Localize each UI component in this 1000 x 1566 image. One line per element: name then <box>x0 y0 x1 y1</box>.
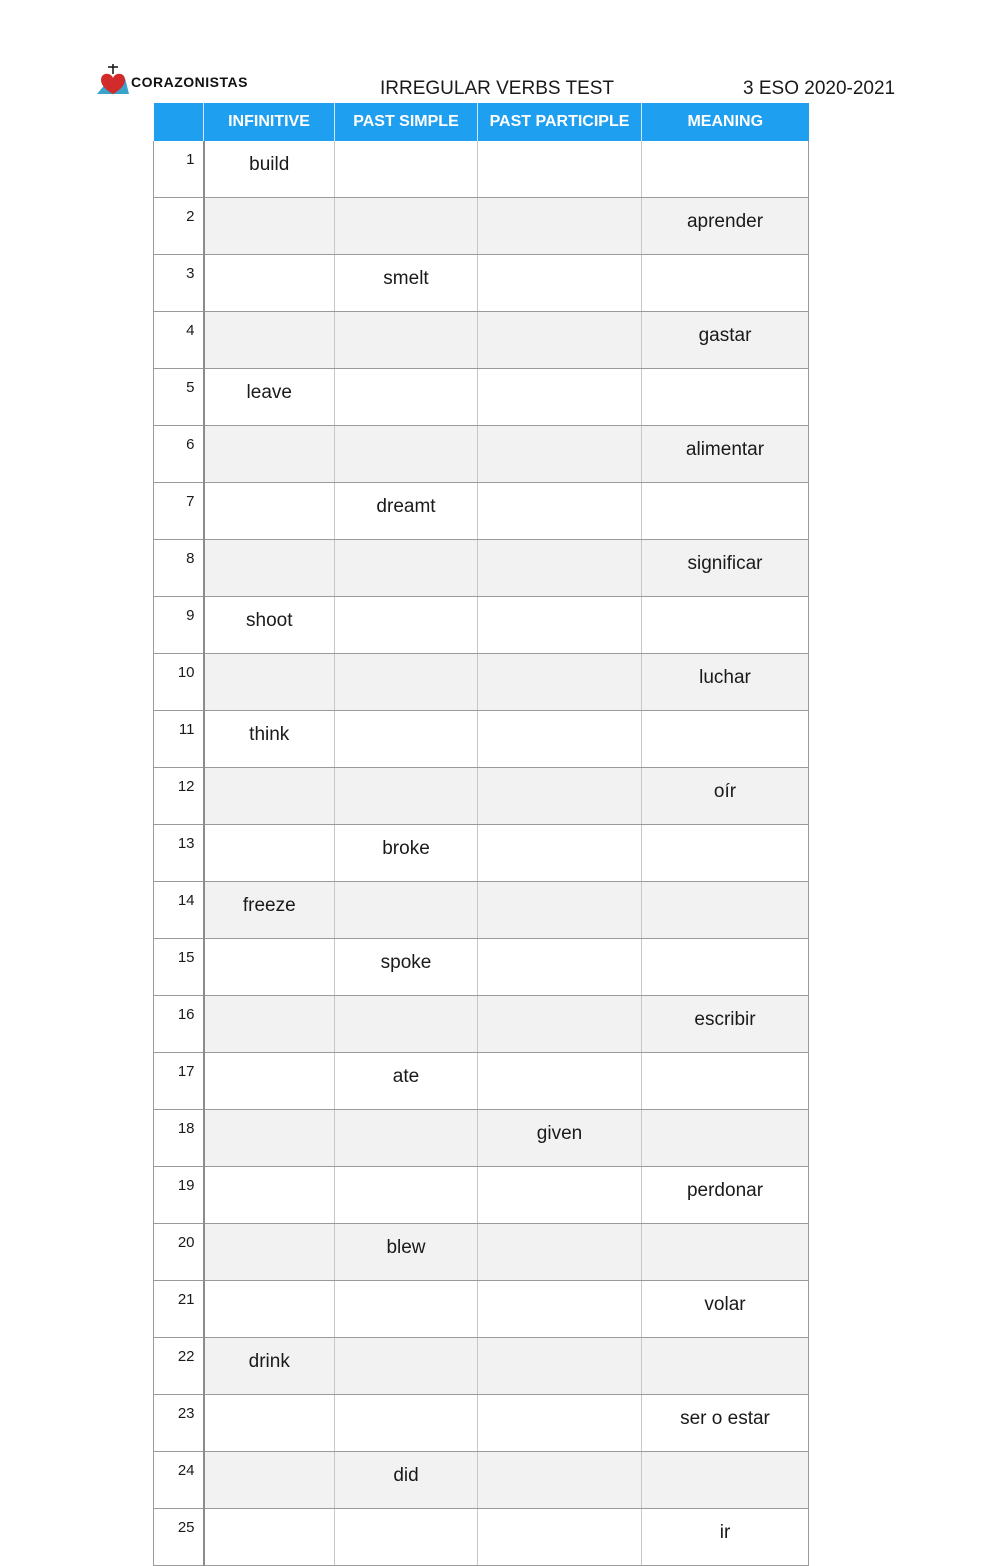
meaning-cell: volar <box>642 1281 809 1338</box>
meaning-cell[interactable] <box>642 1224 809 1281</box>
infinitive-cell[interactable] <box>204 1110 335 1167</box>
infinitive-cell: build <box>204 141 335 198</box>
table-row <box>154 198 809 255</box>
column-header-number <box>154 103 204 141</box>
past-participle-cell[interactable] <box>478 711 642 768</box>
meaning-cell[interactable] <box>642 1110 809 1167</box>
past-simple-cell[interactable] <box>335 369 478 426</box>
infinitive-cell[interactable] <box>204 255 335 312</box>
table-row <box>154 426 809 483</box>
table-row <box>154 939 809 996</box>
past-simple-cell[interactable] <box>335 597 478 654</box>
row-number: 15 <box>154 939 204 996</box>
past-simple-cell: broke <box>335 825 478 882</box>
meaning-cell: escribir <box>642 996 809 1053</box>
row-number: 11 <box>154 711 204 768</box>
row-number: 8 <box>154 540 204 597</box>
table-row <box>154 1509 809 1566</box>
infinitive-cell[interactable] <box>204 1509 335 1566</box>
meaning-cell[interactable] <box>642 1053 809 1110</box>
row-number: 9 <box>154 597 204 654</box>
table-row <box>154 1281 809 1338</box>
meaning-cell[interactable] <box>642 141 809 198</box>
column-header-infinitive: INFINITIVE <box>204 103 335 141</box>
past-simple-cell[interactable] <box>335 1167 478 1224</box>
past-simple-cell[interactable] <box>335 1110 478 1167</box>
past-participle-cell[interactable] <box>478 369 642 426</box>
row-number: 1 <box>154 141 204 198</box>
past-simple-cell[interactable] <box>335 768 478 825</box>
row-number: 10 <box>154 654 204 711</box>
column-header-past-participle: PAST PARTICIPLE <box>478 103 642 141</box>
infinitive-cell[interactable] <box>204 1053 335 1110</box>
table-row <box>154 882 809 939</box>
past-simple-cell[interactable] <box>335 426 478 483</box>
past-simple-cell[interactable] <box>335 654 478 711</box>
table-header-row <box>154 103 809 141</box>
table-row <box>154 597 809 654</box>
row-number: 16 <box>154 996 204 1053</box>
row-number: 21 <box>154 1281 204 1338</box>
row-number: 12 <box>154 768 204 825</box>
table-row <box>154 369 809 426</box>
meaning-cell: alimentar <box>642 426 809 483</box>
table-row <box>154 1053 809 1110</box>
meaning-cell: ir <box>642 1509 809 1566</box>
row-number: 19 <box>154 1167 204 1224</box>
meaning-cell[interactable] <box>642 1452 809 1509</box>
table-row <box>154 1167 809 1224</box>
row-number: 2 <box>154 198 204 255</box>
row-number: 4 <box>154 312 204 369</box>
past-simple-cell[interactable] <box>335 1281 478 1338</box>
past-participle-cell[interactable] <box>478 1452 642 1509</box>
past-participle-cell[interactable] <box>478 1281 642 1338</box>
past-simple-cell: ate <box>335 1053 478 1110</box>
past-participle-cell[interactable] <box>478 768 642 825</box>
table-row <box>154 540 809 597</box>
past-simple-cell: dreamt <box>335 483 478 540</box>
meaning-cell[interactable] <box>642 597 809 654</box>
meaning-cell[interactable] <box>642 939 809 996</box>
table-row <box>154 255 809 312</box>
meaning-cell: aprender <box>642 198 809 255</box>
past-participle-cell[interactable] <box>478 141 642 198</box>
row-number: 17 <box>154 1053 204 1110</box>
test-title: IRREGULAR VERBS TEST <box>380 78 615 99</box>
past-participle-cell[interactable] <box>478 597 642 654</box>
row-number: 6 <box>154 426 204 483</box>
past-participle-cell[interactable] <box>478 882 642 939</box>
past-participle-cell[interactable] <box>478 1053 642 1110</box>
past-simple-cell: blew <box>335 1224 478 1281</box>
meaning-cell[interactable] <box>642 825 809 882</box>
verbs-table <box>153 103 809 1566</box>
table-row <box>154 141 809 198</box>
infinitive-cell[interactable] <box>204 1224 335 1281</box>
past-simple-cell[interactable] <box>335 540 478 597</box>
past-simple-cell: did <box>335 1452 478 1509</box>
table-row <box>154 483 809 540</box>
past-simple-cell[interactable] <box>335 882 478 939</box>
meaning-cell[interactable] <box>642 369 809 426</box>
course-label: 3 ESO 2020-2021 <box>743 78 896 99</box>
past-participle-cell[interactable] <box>478 312 642 369</box>
past-participle-cell[interactable] <box>478 1509 642 1566</box>
past-participle-cell[interactable] <box>478 426 642 483</box>
row-number: 5 <box>154 369 204 426</box>
past-participle-cell[interactable] <box>478 825 642 882</box>
past-participle-cell[interactable] <box>478 939 642 996</box>
infinitive-cell[interactable] <box>204 1281 335 1338</box>
table-row <box>154 1338 809 1395</box>
row-number: 3 <box>154 255 204 312</box>
meaning-cell: oír <box>642 768 809 825</box>
meaning-cell: gastar <box>642 312 809 369</box>
infinitive-cell: drink <box>204 1338 335 1395</box>
corazonistas-heart-icon <box>95 60 131 100</box>
past-participle-cell: given <box>478 1110 642 1167</box>
row-number: 7 <box>154 483 204 540</box>
past-simple-cell[interactable] <box>335 141 478 198</box>
past-simple-cell[interactable] <box>335 1395 478 1452</box>
table-row <box>154 1110 809 1167</box>
infinitive-cell[interactable] <box>204 483 335 540</box>
infinitive-cell[interactable] <box>204 825 335 882</box>
past-participle-cell[interactable] <box>478 483 642 540</box>
past-simple-cell[interactable] <box>335 198 478 255</box>
row-number: 23 <box>154 1395 204 1452</box>
past-simple-cell: smelt <box>335 255 478 312</box>
meaning-cell: ser o estar <box>642 1395 809 1452</box>
meaning-cell: perdonar <box>642 1167 809 1224</box>
past-participle-cell[interactable] <box>478 1395 642 1452</box>
row-number: 18 <box>154 1110 204 1167</box>
school-logo <box>95 60 255 100</box>
infinitive-cell[interactable] <box>204 540 335 597</box>
past-participle-cell[interactable] <box>478 1167 642 1224</box>
infinitive-cell[interactable] <box>204 312 335 369</box>
logo-text: CORAZONISTAS <box>131 74 248 90</box>
row-number: 14 <box>154 882 204 939</box>
infinitive-cell[interactable] <box>204 1452 335 1509</box>
row-number: 24 <box>154 1452 204 1509</box>
past-participle-cell[interactable] <box>478 996 642 1053</box>
past-participle-cell[interactable] <box>478 198 642 255</box>
past-participle-cell[interactable] <box>478 1338 642 1395</box>
column-header-past-simple: PAST SIMPLE <box>335 103 478 141</box>
past-participle-cell[interactable] <box>478 654 642 711</box>
past-simple-cell[interactable] <box>335 1338 478 1395</box>
row-number: 13 <box>154 825 204 882</box>
past-participle-cell[interactable] <box>478 255 642 312</box>
table-row <box>154 996 809 1053</box>
meaning-cell: luchar <box>642 654 809 711</box>
table-row <box>154 654 809 711</box>
infinitive-cell: think <box>204 711 335 768</box>
row-number: 20 <box>154 1224 204 1281</box>
infinitive-cell[interactable] <box>204 1167 335 1224</box>
meaning-cell[interactable] <box>642 483 809 540</box>
meaning-cell[interactable] <box>642 882 809 939</box>
meaning-cell: significar <box>642 540 809 597</box>
infinitive-cell[interactable] <box>204 996 335 1053</box>
meaning-cell[interactable] <box>642 255 809 312</box>
infinitive-cell[interactable] <box>204 198 335 255</box>
table-row <box>154 711 809 768</box>
table-row <box>154 1395 809 1452</box>
infinitive-cell[interactable] <box>204 1395 335 1452</box>
table-row <box>154 312 809 369</box>
table-row <box>154 768 809 825</box>
meaning-cell[interactable] <box>642 1338 809 1395</box>
past-simple-cell: spoke <box>335 939 478 996</box>
column-header-meaning: MEANING <box>642 103 809 141</box>
past-participle-cell[interactable] <box>478 540 642 597</box>
past-simple-cell[interactable] <box>335 1509 478 1566</box>
table-row <box>154 1224 809 1281</box>
infinitive-cell[interactable] <box>204 426 335 483</box>
infinitive-cell[interactable] <box>204 654 335 711</box>
past-simple-cell[interactable] <box>335 312 478 369</box>
infinitive-cell: freeze <box>204 882 335 939</box>
row-number: 22 <box>154 1338 204 1395</box>
infinitive-cell[interactable] <box>204 939 335 996</box>
past-simple-cell[interactable] <box>335 711 478 768</box>
table-row <box>154 1452 809 1509</box>
infinitive-cell: leave <box>204 369 335 426</box>
past-participle-cell[interactable] <box>478 1224 642 1281</box>
infinitive-cell[interactable] <box>204 768 335 825</box>
meaning-cell[interactable] <box>642 711 809 768</box>
past-simple-cell[interactable] <box>335 996 478 1053</box>
table-row <box>154 825 809 882</box>
row-number: 25 <box>154 1509 204 1566</box>
infinitive-cell: shoot <box>204 597 335 654</box>
